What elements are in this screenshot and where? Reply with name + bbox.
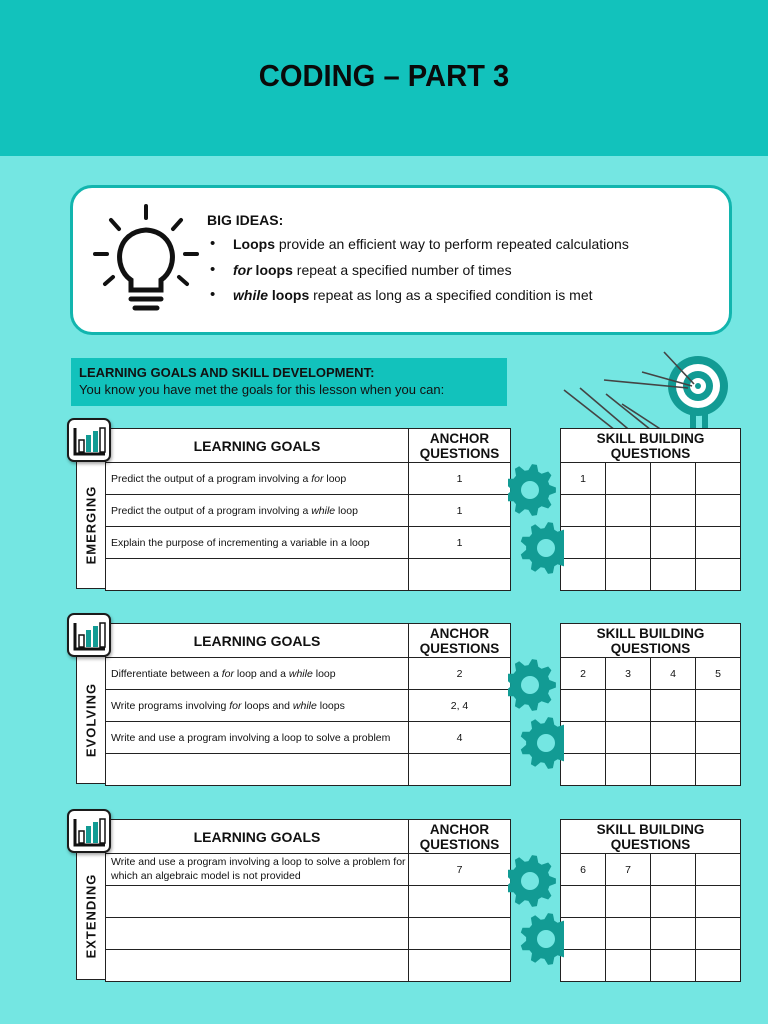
table-row: [561, 918, 741, 950]
goal-cell: [106, 559, 409, 591]
goal-text: Predict the output of a program involving a: [111, 472, 312, 485]
skill-cell: [696, 950, 741, 982]
section-extending: [0, 809, 768, 985]
table-header-row: [561, 624, 741, 658]
skill-cell: 3: [606, 658, 651, 690]
goal-cell: [106, 754, 409, 786]
skill-header-line2: QUESTIONS: [610, 640, 691, 656]
goal-cell: [106, 658, 409, 690]
anchor-cell: 1: [409, 527, 511, 559]
goal-text: Explain the purpose of incrementing a variable in a loop: [111, 536, 370, 549]
skill-cell: 7: [606, 854, 651, 886]
level-label: EXTENDING: [83, 873, 99, 959]
skill-header-line2: QUESTIONS: [610, 445, 691, 461]
level-label-cell: [76, 656, 105, 784]
goal-text: while: [292, 699, 317, 712]
goal-text: for: [221, 667, 234, 680]
skill-cell: [561, 527, 606, 559]
table-row: [561, 527, 741, 559]
table-row: [561, 658, 741, 690]
learning-goals-banner: [71, 358, 507, 406]
skill-cell: [606, 559, 651, 591]
gear-icon: [508, 851, 564, 979]
skill-cell: [651, 559, 696, 591]
anchor-cell: [409, 559, 511, 591]
big-ideas-box: [70, 185, 732, 335]
lightbulb-icon: [91, 202, 201, 320]
goal-cell: [106, 690, 409, 722]
table-row: [561, 559, 741, 591]
goal-cell: [106, 463, 409, 495]
anchor-header-line2: QUESTIONS: [419, 836, 500, 852]
big-ideas-title: BIG IDEAS:: [207, 212, 284, 228]
level-label: EVOLVING: [83, 682, 99, 758]
gear-icon: [508, 460, 564, 588]
skill-cell: [651, 950, 696, 982]
goal-text: loop: [312, 667, 336, 680]
skill-cell: [696, 854, 741, 886]
table-row: [106, 690, 511, 722]
anchor-cell: [409, 950, 511, 982]
skill-cell: [696, 559, 741, 591]
learning-goals-banner-title: LEARNING GOALS AND SKILL DEVELOPMENT:: [79, 365, 375, 380]
anchor-questions-header: [409, 624, 511, 658]
table-row: [106, 854, 511, 886]
table-row: [561, 495, 741, 527]
goal-text: Write programs involving: [111, 699, 230, 712]
table-row: [561, 854, 741, 886]
skill-cell: [561, 950, 606, 982]
anchor-header-line2: QUESTIONS: [419, 445, 500, 461]
learning-goals-header: LEARNING GOALS: [106, 429, 409, 463]
table-row: [106, 722, 511, 754]
skill-cell: [606, 722, 651, 754]
anchor-cell: 4: [409, 722, 511, 754]
table-row: [106, 886, 511, 918]
goal-text: loops: [316, 699, 345, 712]
bar-chart-icon: [69, 420, 109, 460]
table-row: [106, 559, 511, 591]
skill-cell: [561, 754, 606, 786]
goal-text: while: [311, 504, 336, 517]
skill-header-line1: SKILL BUILDING: [596, 821, 705, 837]
table-header-row: [561, 429, 741, 463]
skill-cell: [696, 463, 741, 495]
skill-cell: [561, 495, 606, 527]
skill-cell: [696, 722, 741, 754]
big-idea-item: • Loops provide an efficient way to perform repeated calculations: [207, 236, 629, 262]
table-row: [561, 722, 741, 754]
bar-chart-icon: [69, 811, 109, 851]
goal-text: Differentiate between a: [111, 667, 222, 680]
bar-chart-icon-tile: [67, 809, 111, 853]
skill-cell: 6: [561, 854, 606, 886]
learning-goals-table: [105, 428, 511, 591]
anchor-questions-header: [409, 820, 511, 854]
skill-building-header: [561, 820, 741, 854]
table-row: [106, 950, 511, 982]
skill-cell: [606, 950, 651, 982]
table-row: [561, 463, 741, 495]
skill-cell: [606, 886, 651, 918]
table-row: [106, 495, 511, 527]
skill-cell: [651, 527, 696, 559]
bar-chart-icon-tile: [67, 613, 111, 657]
page-header: [0, 0, 768, 156]
goal-cell: [106, 854, 409, 886]
table-row: [106, 754, 511, 786]
goal-cell: [106, 918, 409, 950]
skill-cell: [561, 559, 606, 591]
skill-cell: [651, 463, 696, 495]
table-row: [561, 690, 741, 722]
skill-cell: [651, 886, 696, 918]
skill-building-table: [560, 428, 741, 591]
skill-cell: 2: [561, 658, 606, 690]
goal-text: Write and use a program involving a loop to solve a problem: [111, 731, 391, 744]
anchor-cell: 7: [409, 854, 511, 886]
table-row: [561, 754, 741, 786]
skill-cell: [696, 690, 741, 722]
table-row: [561, 950, 741, 982]
skill-building-table: [560, 819, 741, 982]
anchor-header-line1: ANCHOR: [429, 430, 490, 446]
goal-text: loop and a: [233, 667, 289, 680]
goal-cell: [106, 722, 409, 754]
learning-goals-banner-subtitle: You know you have met the goals for this lesson when you can:: [79, 382, 445, 397]
skill-cell: [606, 495, 651, 527]
goal-text: for: [311, 472, 324, 485]
table-row: [106, 918, 511, 950]
anchor-header-line1: ANCHOR: [429, 625, 490, 641]
skill-cell: [696, 886, 741, 918]
bar-chart-icon-tile: [67, 418, 111, 462]
skill-cell: [651, 754, 696, 786]
anchor-header-line1: ANCHOR: [429, 821, 490, 837]
table-header-row: [106, 429, 511, 463]
skill-cell: [651, 495, 696, 527]
learning-goals-header: LEARNING GOALS: [106, 624, 409, 658]
anchor-header-line2: QUESTIONS: [419, 640, 500, 656]
skill-building-header: [561, 429, 741, 463]
skill-cell: [696, 918, 741, 950]
anchor-cell: 1: [409, 463, 511, 495]
table-header-row: [561, 820, 741, 854]
skill-cell: [561, 722, 606, 754]
goal-text: loop: [335, 504, 358, 517]
skill-cell: [606, 463, 651, 495]
big-idea-item: • while loops repeat as long as a specified condition is met: [207, 287, 629, 313]
table-header-row: [106, 820, 511, 854]
level-label: EMERGING: [83, 485, 99, 565]
gear-icon: [508, 655, 564, 783]
skill-cell: [651, 722, 696, 754]
big-ideas-list: [207, 236, 629, 313]
skill-cell: 4: [651, 658, 696, 690]
skill-cell: [606, 918, 651, 950]
skill-cell: [696, 754, 741, 786]
skill-cell: [696, 495, 741, 527]
skill-cell: [606, 527, 651, 559]
table-header-row: [106, 624, 511, 658]
skill-cell: 5: [696, 658, 741, 690]
goal-text: Write and use a program involving a loop to solve a problem for which an algebraic model is not provided: [111, 856, 406, 882]
goal-cell: [106, 495, 409, 527]
anchor-cell: [409, 754, 511, 786]
skill-cell: [696, 527, 741, 559]
goal-text: loop: [323, 472, 347, 485]
skill-cell: [651, 690, 696, 722]
skill-cell: [561, 690, 606, 722]
learning-goals-header: LEARNING GOALS: [106, 820, 409, 854]
skill-cell: [606, 690, 651, 722]
section-evolving: [0, 613, 768, 789]
goal-text: Predict the output of a program involving a: [111, 504, 312, 517]
goal-cell: [106, 886, 409, 918]
page-title: CODING – PART 3: [258, 58, 510, 93]
skill-cell: [651, 918, 696, 950]
skill-header-line2: QUESTIONS: [610, 836, 691, 852]
anchor-cell: 1: [409, 495, 511, 527]
skill-cell: 1: [561, 463, 606, 495]
anchor-cell: [409, 886, 511, 918]
skill-header-line1: SKILL BUILDING: [596, 625, 705, 641]
skill-header-line1: SKILL BUILDING: [596, 430, 705, 446]
skill-building-table: [560, 623, 741, 786]
table-row: [106, 527, 511, 559]
skill-building-header: [561, 624, 741, 658]
anchor-cell: 2: [409, 658, 511, 690]
anchor-questions-header: [409, 429, 511, 463]
goal-cell: [106, 527, 409, 559]
level-label-cell: [76, 852, 105, 980]
learning-goals-table: [105, 623, 511, 786]
goal-cell: [106, 950, 409, 982]
bar-chart-icon: [69, 615, 109, 655]
table-row: [561, 886, 741, 918]
level-label-cell: [76, 461, 105, 589]
goal-text: loops and: [241, 699, 293, 712]
big-idea-item: • for loops repeat a specified number of times: [207, 262, 629, 288]
table-row: [106, 658, 511, 690]
learning-goals-table: [105, 819, 511, 982]
skill-cell: [606, 754, 651, 786]
table-row: [106, 463, 511, 495]
skill-cell: [561, 886, 606, 918]
skill-cell: [651, 854, 696, 886]
skill-cell: [561, 918, 606, 950]
anchor-cell: 2, 4: [409, 690, 511, 722]
goal-text: for: [229, 699, 242, 712]
goal-text: while: [288, 667, 313, 680]
anchor-cell: [409, 918, 511, 950]
section-emerging: [0, 418, 768, 594]
